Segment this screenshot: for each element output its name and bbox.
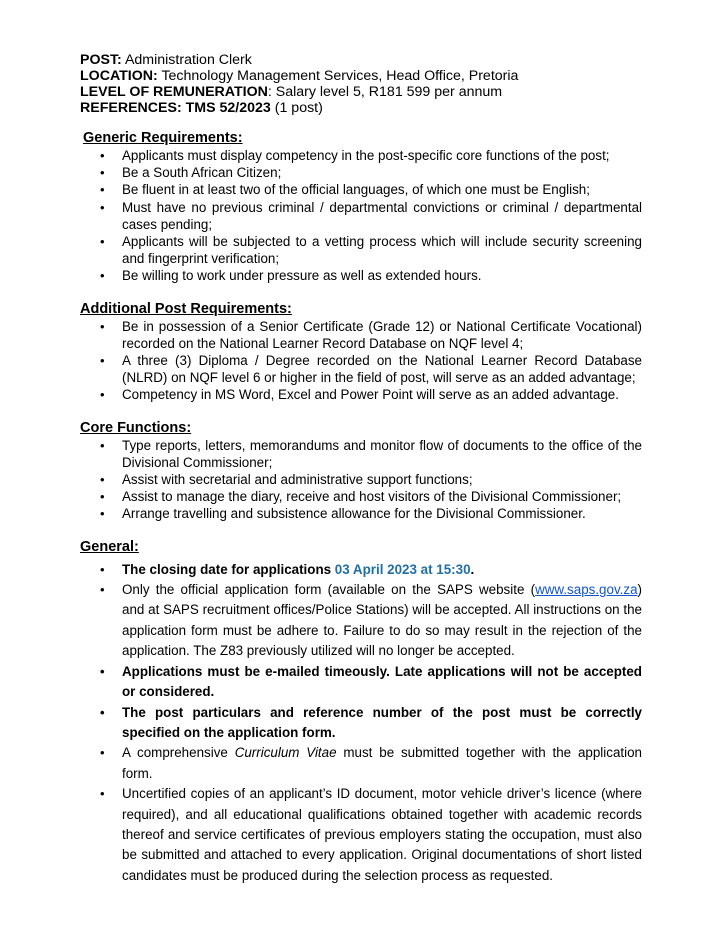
saps-website-link[interactable]: www.saps.gov.za <box>535 582 638 598</box>
list-item: • Applicants will be subjected to a vetting process which will include security screening and fingerprint verification; <box>80 233 642 267</box>
generic-requirements-heading: Generic Requirements: <box>83 130 243 146</box>
core-functions-heading: Core Functions: <box>80 419 192 436</box>
cv-item: • A comprehensive Curriculum Vitae must be submitted together with the application form. <box>80 743 642 784</box>
references-line: REFERENCES: TMS 52/2023 (1 post) <box>80 100 323 116</box>
list-item: • Applicants must display competency in the post-specific core functions of the post; <box>80 147 642 164</box>
application-form-item: • Only the official application form (available on the SAPS website (www.saps.gov.za) and at SAPS recruitment offices/Police Stations) will be accepted. All instructions on the application form must be adhere to. Failure to do so may result in the rejection of the application. The Z83 previously utilized will no longer be accepted. <box>80 580 642 662</box>
additional-requirements-heading: Additional Post Requirements: <box>80 300 292 317</box>
remuneration-line: LEVEL OF REMUNERATION: Salary level 5, R181 599 per annum <box>80 84 503 100</box>
list-item: • A three (3) Diploma / Degree recorded on the National Learner Record Database (NLRD) on NQF level 6 or higher in the field of post, will serve as an added advantage; <box>80 352 642 386</box>
list-item: • Be fluent in at least two of the official languages, of which one must be English; <box>80 181 642 198</box>
list-item: • Competency in MS Word, Excel and Power Point will serve as an added advantage. <box>80 386 642 403</box>
core-functions-list <box>80 437 642 523</box>
list-item: • Be in possession of a Senior Certificate (Grade 12) or National Certificate Vocational) recorded on the National Learner Record Database on NQF level 4; <box>80 318 642 352</box>
post-line: POST: Administration Clerk <box>80 52 252 68</box>
copies-item: • Uncertified copies of an applicant’s ID document, motor vehicle driver’s licence (where required), and all educational qualifications obtained together with academic records thereof and service certificates of previous employers stating the occupation, must also be submitted and attached to every application. Original documentations of short listed candidates must be produced during the selection process as requested. <box>80 784 642 886</box>
list-item: • Be willing to work under pressure as well as extended hours. <box>80 267 642 284</box>
closing-date: 03 April 2023 at 15:30 <box>334 561 471 577</box>
general-list <box>80 560 642 887</box>
generic-requirements-list <box>80 147 642 285</box>
list-item: • Arrange travelling and subsistence allowance for the Divisional Commissioner. <box>80 505 642 522</box>
location-line: LOCATION: Technology Management Services, Head Office, Pretoria <box>80 68 519 84</box>
list-item: • Be a South African Citizen; <box>80 164 642 181</box>
closing-date-item: • The closing date for applications 03 April 2023 at 15:30. <box>80 560 642 580</box>
general-heading: General: <box>80 538 139 555</box>
document-page <box>80 52 642 886</box>
post-header <box>80 52 642 116</box>
particulars-item: • The post particulars and reference number of the post must be correctly specified on the application form. <box>80 703 642 744</box>
list-item: • Must have no previous criminal / departmental convictions or criminal / departmental cases pending; <box>80 199 642 233</box>
list-item: • Assist with secretarial and administrative support functions; <box>80 471 642 488</box>
list-item: • Assist to manage the diary, receive and host visitors of the Divisional Commissioner; <box>80 488 642 505</box>
email-item: • Applications must be e-mailed timeously. Late applications will not be accepted or considered. <box>80 662 642 703</box>
additional-requirements-list <box>80 318 642 404</box>
list-item: • Type reports, letters, memorandums and monitor flow of documents to the office of the Divisional Commissioner; <box>80 437 642 471</box>
